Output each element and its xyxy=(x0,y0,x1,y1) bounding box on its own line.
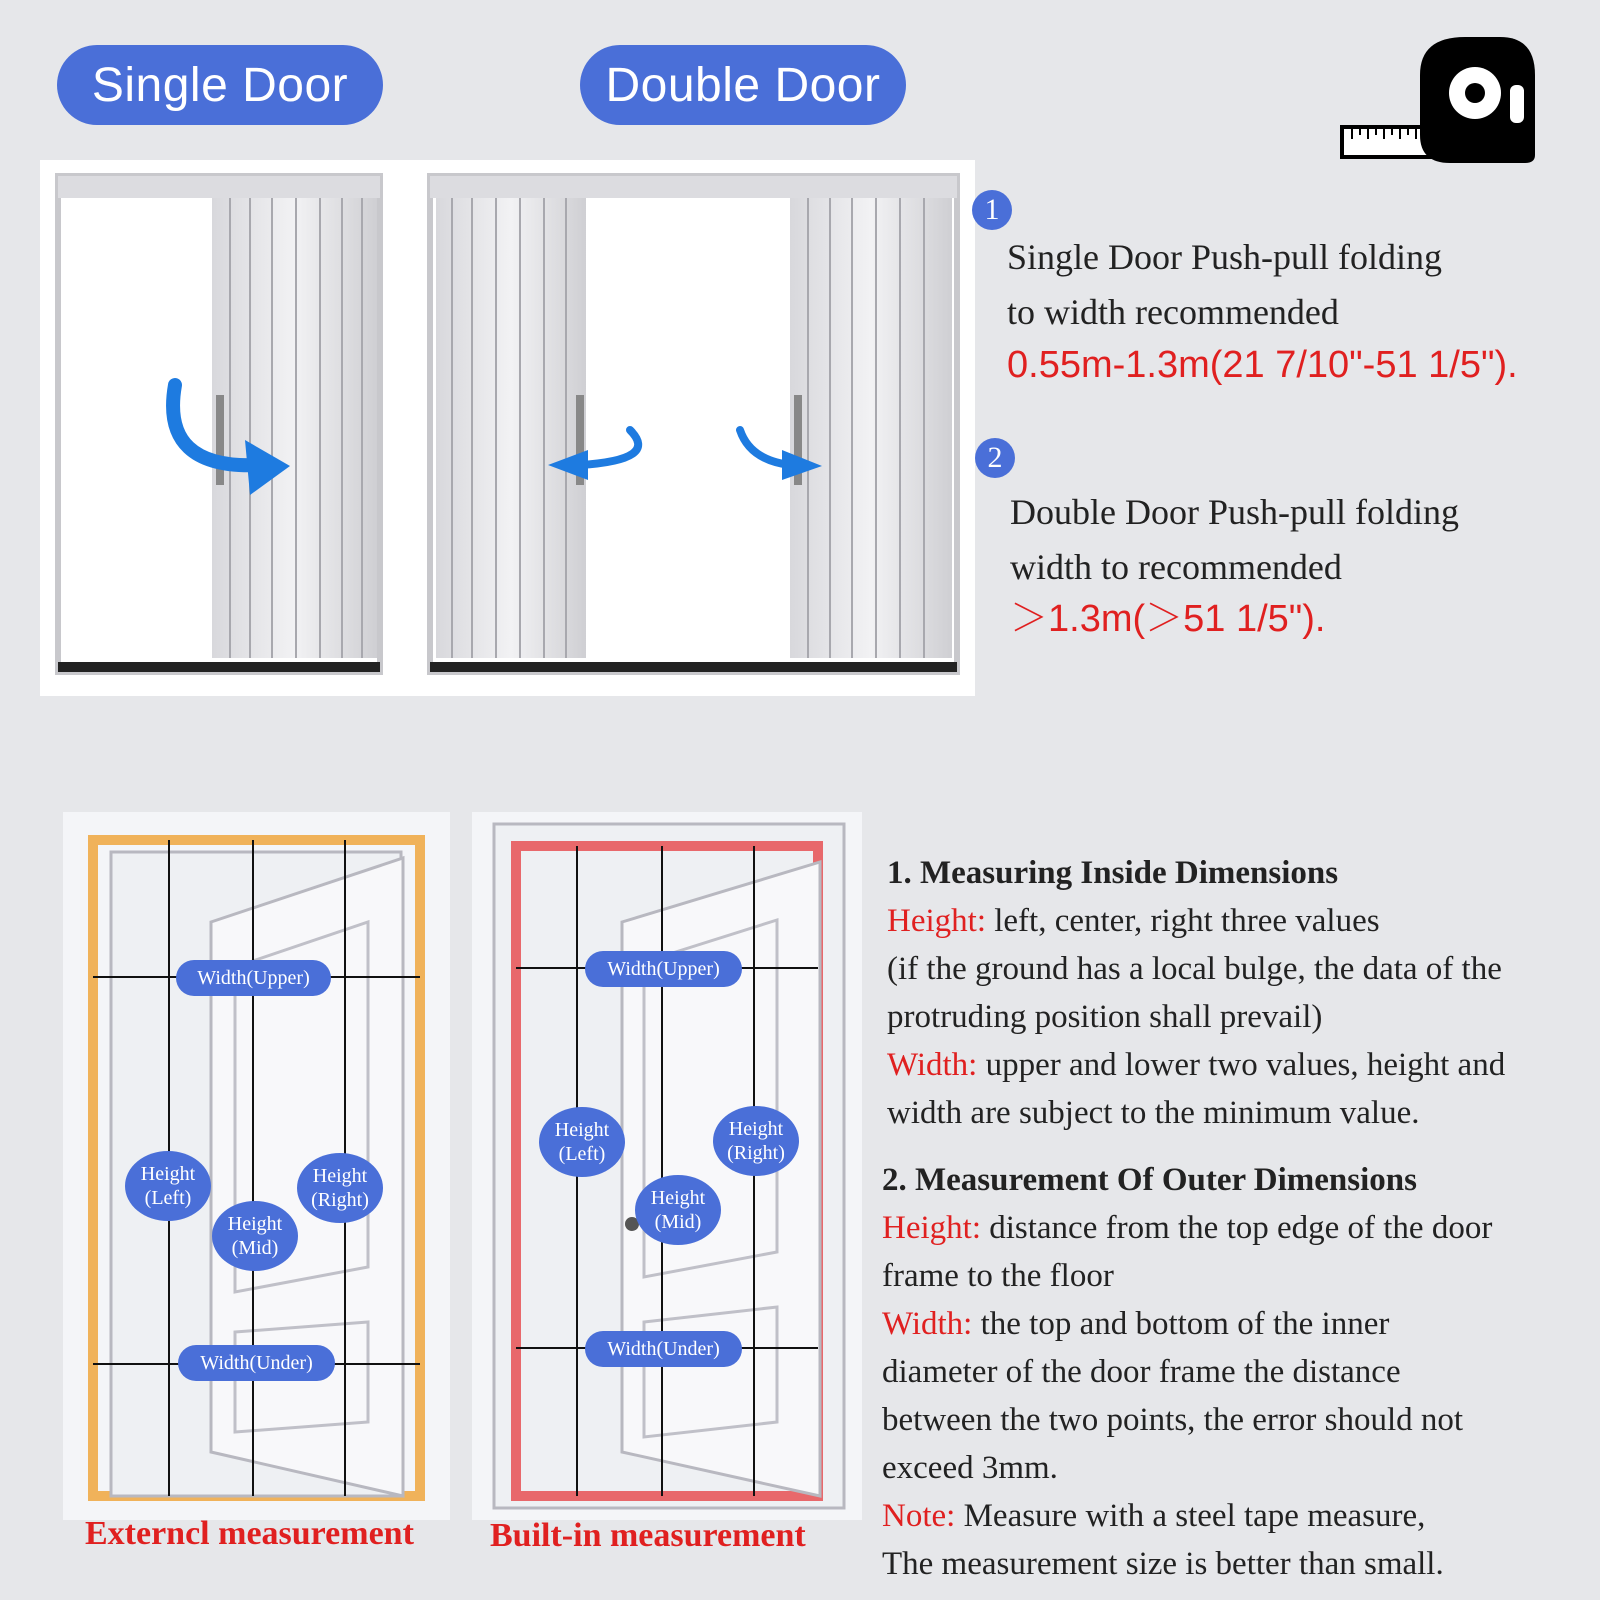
height-right-line-2: (Right) xyxy=(727,1142,785,1164)
note-1-line-2: to width recommended xyxy=(1007,292,1339,332)
s2-width-label: Width: xyxy=(882,1306,973,1342)
builtin-measurement-diagram xyxy=(472,812,862,1520)
section-2-title: 2. Measurement Of Outer Dimensions xyxy=(882,1162,1417,1198)
s2-height-text-1: distance from the top edge of the door xyxy=(980,1210,1493,1246)
height-right-tag-external xyxy=(297,1153,383,1223)
height-mid-line-1: Height xyxy=(227,1213,283,1235)
note-text-1: Measure with a steel tape measure, xyxy=(955,1498,1426,1534)
height-right-line-1: Height xyxy=(312,1165,368,1187)
height-left-line-2: (Left) xyxy=(144,1187,192,1209)
height-right-line-2: (Right) xyxy=(311,1189,369,1211)
height-left-tag-builtin xyxy=(539,1107,625,1177)
external-measurement-diagram xyxy=(63,812,450,1520)
width-upper-tag-external: Width(Upper) xyxy=(176,960,331,996)
section-1-width xyxy=(887,1041,1505,1089)
height-left-tag-external xyxy=(125,1151,211,1221)
folding-door-illustration xyxy=(40,160,975,696)
section-1-height-note-1: (if the ground has a local bulge, the data of the xyxy=(887,951,1502,987)
note-line-2: The measurement size is better than small. xyxy=(882,1546,1444,1582)
double-door-tag: Double Door xyxy=(580,45,906,125)
section-1-height xyxy=(887,897,1380,945)
builtin-measurement-caption: Built-in measurement xyxy=(490,1517,806,1554)
width-under-tag-builtin: Width(Under) xyxy=(585,1331,742,1367)
width-upper-tag-builtin: Width(Upper) xyxy=(585,951,742,987)
s1-height-text: left, center, right three values xyxy=(985,903,1380,939)
height-left-line-2: (Left) xyxy=(558,1143,606,1165)
note-number-2: 2 xyxy=(975,438,1015,478)
note-1-line-1: Single Door Push-pull folding xyxy=(1007,237,1443,277)
height-left-line-1: Height xyxy=(554,1119,610,1141)
note-line-1 xyxy=(882,1492,1425,1540)
section-2-width xyxy=(882,1300,1389,1348)
note-label: Note: xyxy=(882,1498,956,1534)
note-2-line-2: width to recommended xyxy=(1010,547,1342,587)
folding-door-drawing xyxy=(40,160,975,696)
height-mid-tag-external xyxy=(212,1201,298,1271)
section-1-height-note-2: protruding position shall prevail) xyxy=(887,999,1323,1035)
tape-measure-icon xyxy=(1340,35,1540,170)
height-mid-line-2: (Mid) xyxy=(231,1237,279,1259)
section-1-title: 1. Measuring Inside Dimensions xyxy=(887,855,1339,891)
s2-width-text-1: the top and bottom of the inner xyxy=(972,1306,1390,1342)
height-left-line-1: Height xyxy=(140,1163,196,1185)
s1-height-label: Height: xyxy=(887,903,986,939)
section-2-width-2: diameter of the door frame the distance xyxy=(882,1354,1401,1390)
note-1-range: 0.55m-1.3m(21 7/10"-51 1/5"). xyxy=(1007,344,1518,386)
note-2-range: ＞1.3m(＞51 1/5"). xyxy=(1010,598,1326,640)
width-under-tag-external: Width(Under) xyxy=(178,1345,335,1381)
s1-width-label: Width: xyxy=(887,1047,978,1083)
height-mid-line-1: Height xyxy=(650,1187,706,1209)
s1-width-text-1: upper and lower two values, height and xyxy=(977,1047,1506,1083)
section-2-height xyxy=(882,1204,1492,1252)
height-right-line-1: Height xyxy=(728,1118,784,1140)
section-2-width-4: exceed 3mm. xyxy=(882,1450,1058,1486)
single-door-tag: Single Door xyxy=(57,45,383,125)
section-1-width-2: width are subject to the minimum value. xyxy=(887,1095,1420,1131)
note-number-1: 1 xyxy=(972,190,1012,230)
height-right-tag-builtin xyxy=(713,1106,799,1176)
s2-height-label: Height: xyxy=(882,1210,981,1246)
note-2-line-1: Double Door Push-pull folding xyxy=(1010,492,1459,532)
height-mid-line-2: (Mid) xyxy=(654,1211,702,1233)
section-2-width-3: between the two points, the error should not xyxy=(882,1402,1464,1438)
external-measurement-caption: Externcl measurement xyxy=(85,1515,414,1552)
height-mid-tag-builtin xyxy=(635,1175,721,1245)
section-2-height-2: frame to the floor xyxy=(882,1258,1114,1294)
